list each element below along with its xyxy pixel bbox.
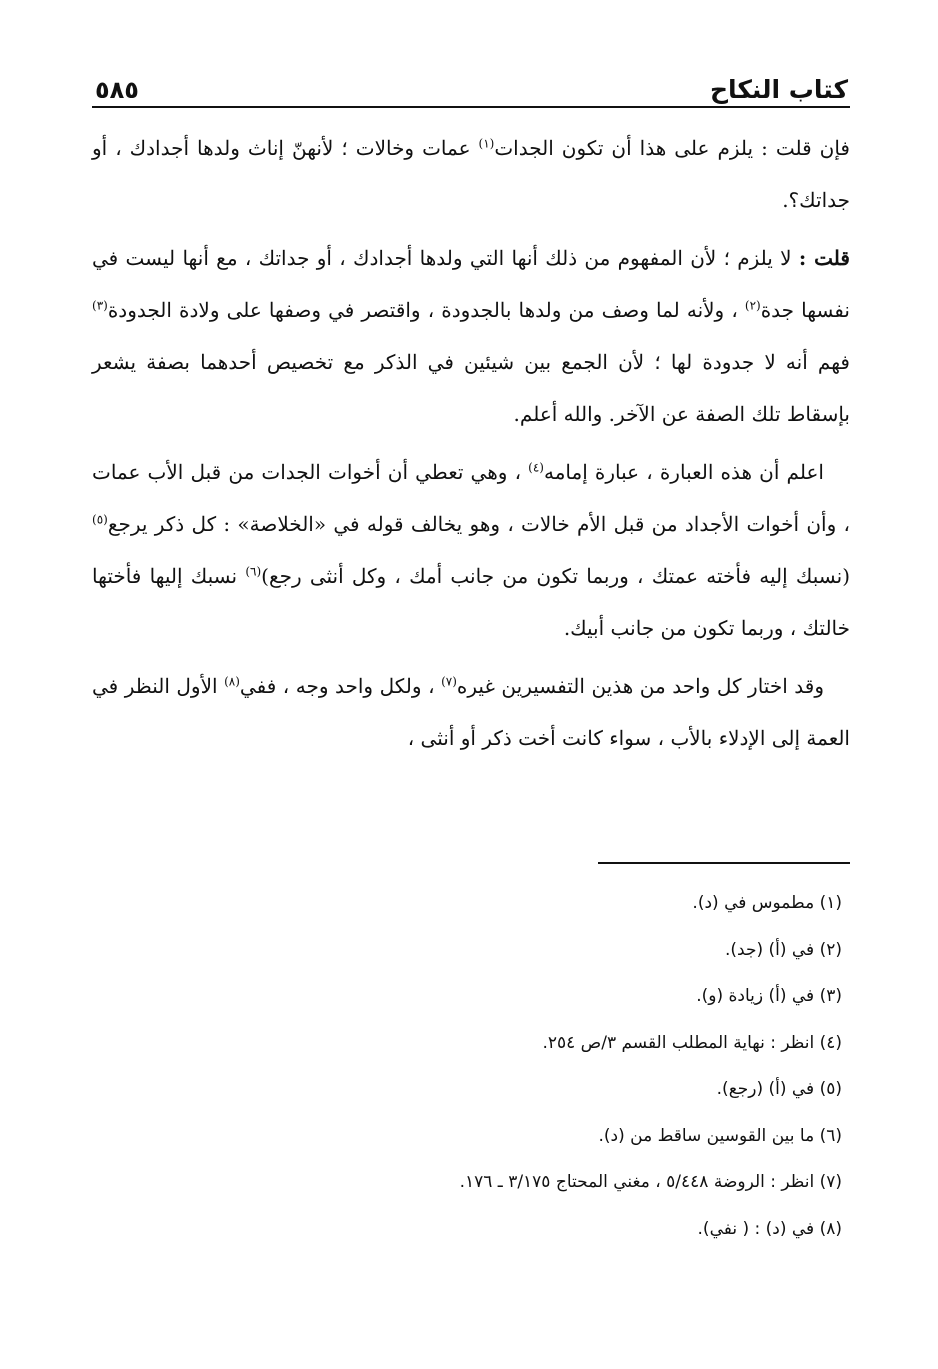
header-divider	[92, 106, 850, 108]
footnote-item: (٢) في (أ) (جد).	[724, 939, 842, 960]
footnote-item: (٧) انظر : الروضة ٥/٤٤٨ ، مغني المحتاج ٣/١٧٥ ـ ١٧٦.	[459, 1172, 842, 1192]
paragraph-lead: قلت :	[798, 246, 850, 270]
footnote-item: (٦) ما بين القوسين ساقط من (د).	[598, 1125, 842, 1146]
footnote-ref-8: (٨)	[224, 674, 240, 689]
paragraph-4: وقد اختار كل واحد من هذين التفسيرين غيره$^{(٧)}$ ، ولكل واحد وجه ، ففي$^{(٨)}$ الأول النظر في العمة إلى الإدلاء بالأب ، سواء كانت أخت ذكر أو أنثى ،	[92, 674, 850, 750]
footnote-ref-5: (٥)	[92, 512, 108, 527]
paragraph-1: فإن قلت : يلزم على هذا أن تكون الجدات$^{(١)}$ عمات وخالات ؛ لأنهنّ إناث ولدها أجدادك ، أو جداتك؟.	[92, 136, 850, 212]
footnote-ref-4: (٤)	[528, 460, 544, 475]
footnote-ref-7: (٧)	[441, 674, 457, 689]
page-header	[95, 62, 848, 102]
footnote-item: (٥) في (أ) (رجع).	[716, 1079, 842, 1099]
paragraph-3: اعلم أن هذه العبارة ، عبارة إمامه$^{(٤)}$ ، وهي تعطي أن أخوات الجدات من قبل الأب عمات ، وأن أخوات الأجداد من قبل الأم خالات ، وهو يخالف قوله في «الخلاصة» : كل ذكر يرجع$^{(٥)}$ (نسبك إليه فأخته عمتك ، وربما تكون من جانب أمك ، وكل أنثى رجع)$^{(٦)}$ نسبك إليها فأختها خالتك ، وربما تكون من جانب أبيك.	[92, 460, 851, 640]
footnote-item: (٤) انظر : نهاية المطلب القسم ٣/ص ٢٥٤.	[542, 1032, 842, 1053]
paragraph-2: قلت : لا يلزم ؛ لأن المفهوم من ذلك أنها التي ولدها أجدادك ، أو جداتك ، مع أنها ليست في نفسها جدة$^{(٢)}$ ، ولأنه لما وصف من ولدها بالجدودة ، واقتصر في وصفها على ولادة الجدودة$^{(٣)}$ فهم أنه لا جدودة لها ؛ لأن الجمع بين شيئين في الذكر مع تخصيص أحدهما بصفة يشعر بإسقاط تلك الصفة عن الآخر. والله أعلم.	[92, 246, 850, 426]
footnote-ref-2: (٢)	[744, 298, 761, 313]
page-number: ٥٨٥	[95, 76, 139, 104]
chapter-title: كتاب النكاح	[709, 75, 848, 104]
main-text	[92, 122, 850, 770]
footnote-ref-3: (٣)	[92, 298, 108, 313]
footnote-item: (٣) في (أ) زيادة (و).	[696, 986, 842, 1006]
footnote-item: (١) مطموس في (د).	[692, 893, 842, 913]
footnote-item: (٨) في (د) : ( نفي).	[697, 1218, 842, 1239]
footnote-ref-6: (٦)	[245, 564, 262, 579]
footnotes-list	[92, 880, 842, 1252]
footnote-ref-1: (١)	[478, 136, 495, 151]
footnote-divider	[598, 862, 850, 864]
